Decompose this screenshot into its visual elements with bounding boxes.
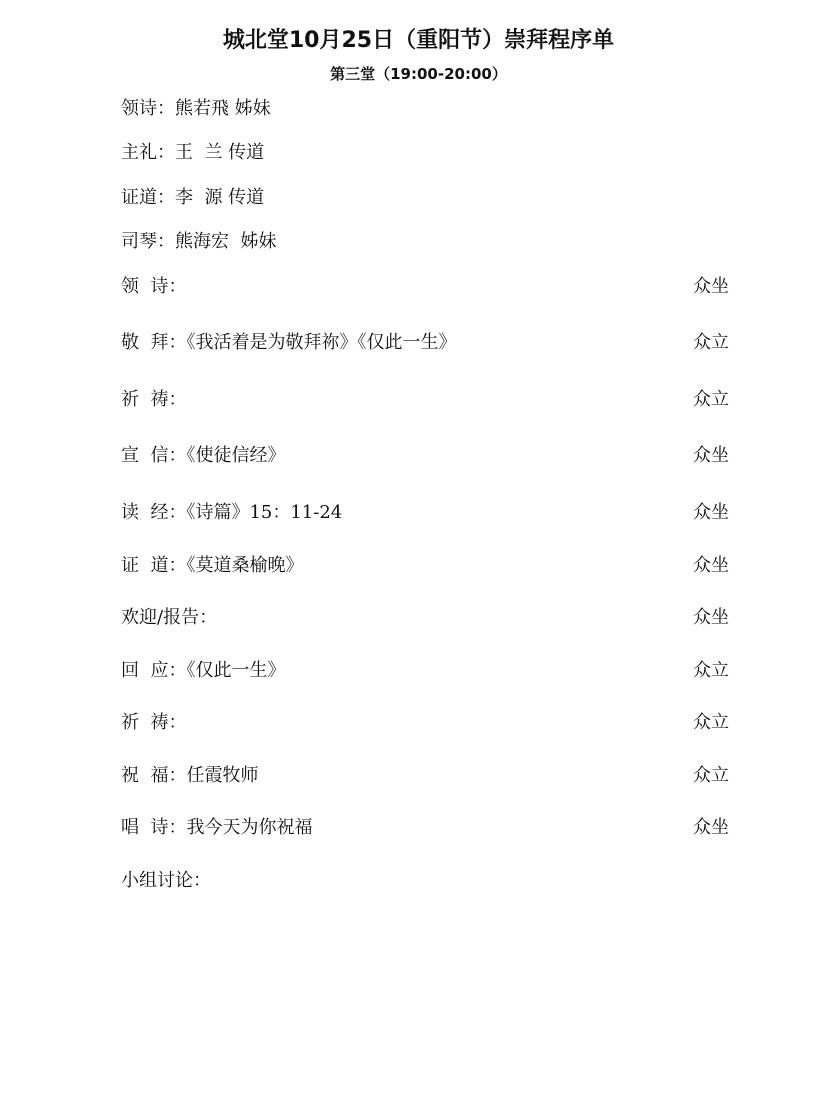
program-row	[121, 442, 729, 470]
program-item: 回 应：《仅此一生》	[121, 660, 286, 681]
program-posture: 众坐	[693, 502, 729, 523]
program-item: 读 经：《诗篇》15：11-24	[121, 502, 343, 523]
staff-pianist: 司琴：熊海宏 姊妹	[121, 231, 277, 252]
program-item: 祈 祷：	[121, 389, 187, 410]
program-item: 宣 信：《使徒信经》	[121, 445, 286, 466]
program-item: 证 道：《莫道桑榆晚》	[121, 555, 304, 576]
program-item: 欢迎/报告：	[121, 607, 218, 628]
program-item: 敬 拜：《我活着是为敬拜祢》《仅此一生》	[121, 332, 457, 353]
program-row	[121, 273, 729, 301]
program-row	[121, 709, 729, 737]
program-posture: 众坐	[693, 555, 729, 576]
service-time-subtitle: 第三堂（19:00-20:00）	[330, 65, 507, 83]
program-row	[121, 604, 729, 632]
staff-worship-leader: 领诗：熊若飛 姊妹	[121, 98, 271, 119]
program-posture: 众坐	[693, 607, 729, 628]
program-row	[121, 762, 729, 790]
program-item: 祈 祷：	[121, 712, 187, 733]
staff-presider: 主礼：王 兰 传道	[121, 142, 265, 163]
program-posture: 众坐	[693, 445, 729, 466]
program-row	[121, 657, 729, 685]
program-item: 祝 福：任霞牧师	[121, 765, 259, 786]
program-item: 领 诗：	[121, 276, 187, 297]
program-posture: 众坐	[693, 817, 729, 838]
program-posture: 众立	[693, 712, 729, 733]
program-posture: 众立	[693, 660, 729, 681]
program-row	[121, 329, 729, 357]
page-title: 城北堂10月25日（重阳节）崇拜程序单	[222, 28, 615, 53]
program-row	[121, 499, 729, 527]
staff-preacher: 证道：李 源 传道	[121, 187, 265, 208]
program-row	[121, 552, 729, 580]
program-posture: 众立	[693, 765, 729, 786]
small-group-discussion: 小组讨论：	[121, 870, 211, 891]
program-row	[121, 814, 729, 842]
program-item: 唱 诗：我今天为你祝福	[121, 817, 313, 838]
program-posture: 众坐	[693, 276, 729, 297]
program-posture: 众立	[693, 332, 729, 353]
program-row	[121, 386, 729, 414]
program-posture: 众立	[693, 389, 729, 410]
